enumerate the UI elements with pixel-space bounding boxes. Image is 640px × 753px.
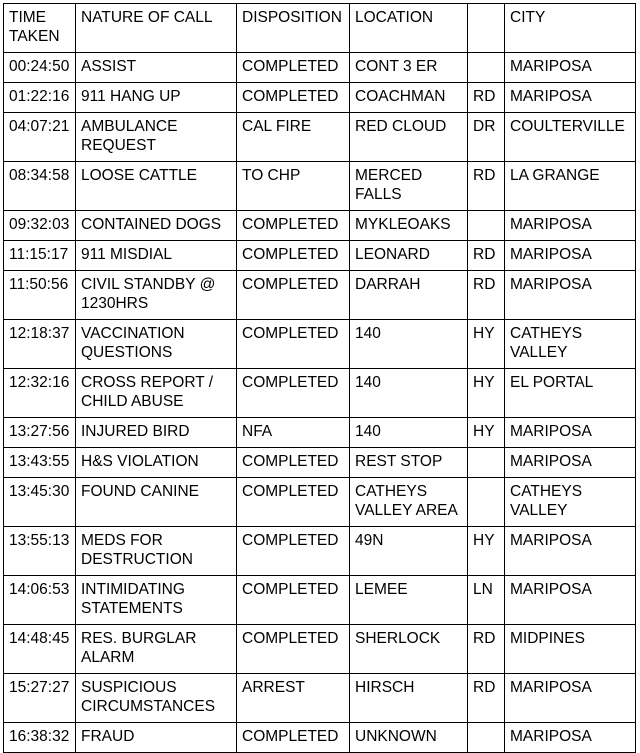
cell-city: MIDPINES: [505, 625, 636, 674]
cell-nature-of-call: 911 MISDIAL: [76, 241, 237, 271]
cell-street-suffix: RD: [468, 83, 505, 113]
cell-city: MARIPOSA: [505, 271, 636, 320]
cell-city: MARIPOSA: [505, 527, 636, 576]
cell-location: MYKLEOAKS: [350, 211, 468, 241]
cell-disposition: COMPLETED: [237, 448, 350, 478]
cell-street-suffix: RD: [468, 625, 505, 674]
cell-street-suffix: [468, 211, 505, 241]
cell-nature-of-call: SUSPICIOUS CIRCUMSTANCES: [76, 674, 237, 723]
cell-time-taken: 12:18:37: [4, 320, 76, 369]
header-city: CITY: [505, 4, 636, 53]
table-row: [4, 576, 636, 625]
cell-street-suffix: [468, 478, 505, 527]
cell-disposition: COMPLETED: [237, 625, 350, 674]
header-disposition: DISPOSITION: [237, 4, 350, 53]
call-log-body: [4, 4, 636, 753]
cell-disposition: COMPLETED: [237, 576, 350, 625]
header-nature-of-call: NATURE OF CALL: [76, 4, 237, 53]
cell-nature-of-call: INJURED BIRD: [76, 418, 237, 448]
cell-disposition: COMPLETED: [237, 527, 350, 576]
cell-city: MARIPOSA: [505, 448, 636, 478]
cell-time-taken: 14:48:45: [4, 625, 76, 674]
cell-disposition: COMPLETED: [237, 271, 350, 320]
cell-nature-of-call: CIVIL STANDBY @ 1230HRS: [76, 271, 237, 320]
cell-nature-of-call: MEDS FOR DESTRUCTION: [76, 527, 237, 576]
cell-location: UNKNOWN: [350, 723, 468, 753]
cell-location: DARRAH: [350, 271, 468, 320]
cell-city: CATHEYS VALLEY: [505, 478, 636, 527]
cell-nature-of-call: H&S VIOLATION: [76, 448, 237, 478]
cell-city: COULTERVILLE: [505, 113, 636, 162]
table-row: [4, 478, 636, 527]
cell-city: MARIPOSA: [505, 723, 636, 753]
cell-nature-of-call: 911 HANG UP: [76, 83, 237, 113]
cell-nature-of-call: CONTAINED DOGS: [76, 211, 237, 241]
table-row: [4, 527, 636, 576]
cell-disposition: COMPLETED: [237, 241, 350, 271]
cell-time-taken: 16:38:32: [4, 723, 76, 753]
cell-street-suffix: HY: [468, 527, 505, 576]
cell-street-suffix: HY: [468, 320, 505, 369]
cell-disposition: COMPLETED: [237, 478, 350, 527]
cell-street-suffix: [468, 448, 505, 478]
cell-disposition: COMPLETED: [237, 83, 350, 113]
cell-location: LEMEE: [350, 576, 468, 625]
table-row: [4, 418, 636, 448]
cell-disposition: TO CHP: [237, 162, 350, 211]
cell-time-taken: 15:27:27: [4, 674, 76, 723]
cell-time-taken: 12:32:16: [4, 369, 76, 418]
header-time-taken: TIME TAKEN: [4, 4, 76, 53]
table-row: [4, 162, 636, 211]
cell-street-suffix: RD: [468, 162, 505, 211]
cell-nature-of-call: CROSS REPORT / CHILD ABUSE: [76, 369, 237, 418]
table-row: [4, 113, 636, 162]
cell-nature-of-call: FOUND CANINE: [76, 478, 237, 527]
cell-city: LA GRANGE: [505, 162, 636, 211]
table-row: [4, 448, 636, 478]
cell-disposition: COMPLETED: [237, 211, 350, 241]
cell-disposition: NFA: [237, 418, 350, 448]
cell-disposition: CAL FIRE: [237, 113, 350, 162]
cell-city: MARIPOSA: [505, 83, 636, 113]
cell-location: 140: [350, 320, 468, 369]
cell-location: 140: [350, 369, 468, 418]
cell-location: LEONARD: [350, 241, 468, 271]
cell-time-taken: 13:27:56: [4, 418, 76, 448]
cell-location: COACHMAN: [350, 83, 468, 113]
cell-time-taken: 13:55:13: [4, 527, 76, 576]
table-row: [4, 53, 636, 83]
header-street-suffix: [468, 4, 505, 53]
cell-city: CATHEYS VALLEY: [505, 320, 636, 369]
cell-time-taken: 08:34:58: [4, 162, 76, 211]
cell-street-suffix: RD: [468, 674, 505, 723]
cell-street-suffix: [468, 53, 505, 83]
cell-street-suffix: [468, 723, 505, 753]
cell-location: REST STOP: [350, 448, 468, 478]
table-row: [4, 241, 636, 271]
cell-disposition: COMPLETED: [237, 53, 350, 83]
cell-city: MARIPOSA: [505, 53, 636, 83]
cell-location: HIRSCH: [350, 674, 468, 723]
table-row: [4, 369, 636, 418]
header-location: LOCATION: [350, 4, 468, 53]
table-row: [4, 674, 636, 723]
cell-location: CONT 3 ER: [350, 53, 468, 83]
cell-street-suffix: DR: [468, 113, 505, 162]
cell-disposition: COMPLETED: [237, 723, 350, 753]
cell-location: MERCED FALLS: [350, 162, 468, 211]
table-row: [4, 320, 636, 369]
cell-nature-of-call: LOOSE CATTLE: [76, 162, 237, 211]
cell-disposition: ARREST: [237, 674, 350, 723]
cell-nature-of-call: INTIMIDATING STATEMENTS: [76, 576, 237, 625]
cell-time-taken: 04:07:21: [4, 113, 76, 162]
cell-street-suffix: RD: [468, 271, 505, 320]
cell-location: CATHEYS VALLEY AREA: [350, 478, 468, 527]
table-row: [4, 723, 636, 753]
cell-city: EL PORTAL: [505, 369, 636, 418]
cell-time-taken: 13:45:30: [4, 478, 76, 527]
cell-nature-of-call: RES. BURGLAR ALARM: [76, 625, 237, 674]
cell-nature-of-call: AMBULANCE REQUEST: [76, 113, 237, 162]
cell-location: SHERLOCK: [350, 625, 468, 674]
call-log-table: [3, 3, 636, 753]
cell-time-taken: 09:32:03: [4, 211, 76, 241]
cell-city: MARIPOSA: [505, 211, 636, 241]
cell-location: 49N: [350, 527, 468, 576]
table-row: [4, 211, 636, 241]
cell-street-suffix: RD: [468, 241, 505, 271]
cell-nature-of-call: ASSIST: [76, 53, 237, 83]
cell-disposition: COMPLETED: [237, 369, 350, 418]
cell-time-taken: 00:24:50: [4, 53, 76, 83]
cell-time-taken: 13:43:55: [4, 448, 76, 478]
header-row: [4, 4, 636, 53]
cell-time-taken: 01:22:16: [4, 83, 76, 113]
cell-time-taken: 11:50:56: [4, 271, 76, 320]
cell-street-suffix: HY: [468, 369, 505, 418]
cell-city: MARIPOSA: [505, 241, 636, 271]
cell-nature-of-call: FRAUD: [76, 723, 237, 753]
cell-time-taken: 14:06:53: [4, 576, 76, 625]
cell-city: MARIPOSA: [505, 674, 636, 723]
table-row: [4, 271, 636, 320]
cell-location: 140: [350, 418, 468, 448]
cell-city: MARIPOSA: [505, 418, 636, 448]
cell-city: MARIPOSA: [505, 576, 636, 625]
cell-disposition: COMPLETED: [237, 320, 350, 369]
cell-nature-of-call: VACCINATION QUESTIONS: [76, 320, 237, 369]
cell-time-taken: 11:15:17: [4, 241, 76, 271]
cell-street-suffix: HY: [468, 418, 505, 448]
cell-street-suffix: LN: [468, 576, 505, 625]
table-row: [4, 83, 636, 113]
table-row: [4, 625, 636, 674]
cell-location: RED CLOUD: [350, 113, 468, 162]
